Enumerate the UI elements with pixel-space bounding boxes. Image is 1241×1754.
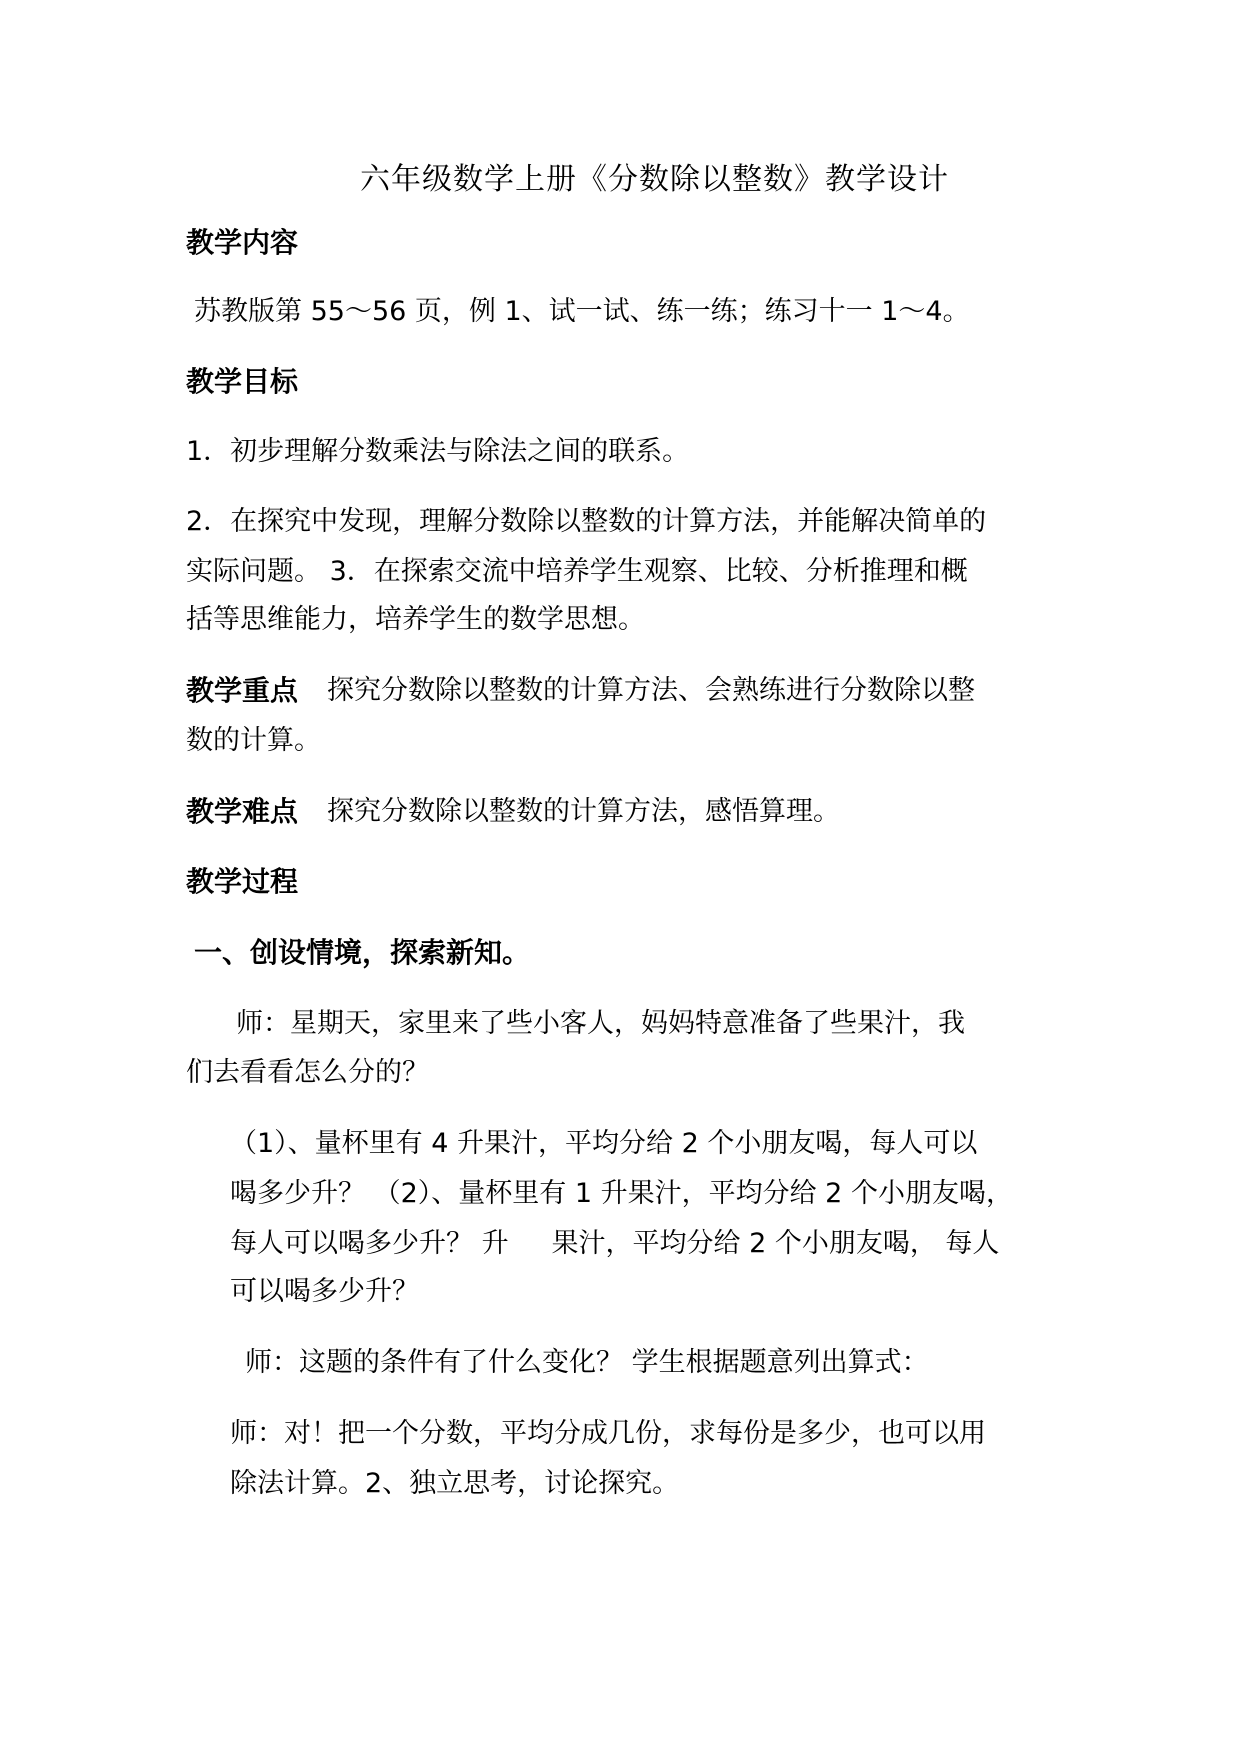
teacher-conclude-line-1: 师：对！把一个分数，平均分成几份，求每份是多少，也可以用 [230, 1418, 986, 1449]
goal-item-2-line-1: 2．在探究中发现，理解分数除以整数的计算方法，并能解决简单的 [186, 506, 987, 537]
teacher-intro-line-2: 们去看看怎么分的？ [186, 1057, 429, 1088]
heading-teaching-process: 教学过程 [186, 865, 299, 898]
key-point-text-line-1: 探究分数除以整数的计算方法、会熟练进行分数除以整 [327, 675, 975, 706]
teacher-ask: 师：这题的条件有了什么变化？ 学生根据题意列出算式： [245, 1347, 929, 1378]
goal-item-1: 1．初步理解分数乘法与除法之间的联系。 [186, 436, 690, 467]
goal-item-2-line-2: 实际问题。 3．在探索交流中培养学生观察、比较、分析推理和概 [186, 556, 968, 587]
teacher-conclude-line-2: 除法计算。2、独立思考，讨论探究。 [230, 1468, 680, 1499]
teacher-intro-line-1: 师：星期天，家里来了些小客人，妈妈特意准备了些果汁，我 [236, 1008, 965, 1039]
heading-teaching-goals: 教学目标 [186, 365, 299, 398]
question-line-2: 喝多少升？ （2）、量杯里有 1 升果汁，平均分给 2 个小朋友喝， [230, 1178, 1013, 1209]
question-line-3: 每人可以喝多少升？ 升 果汁，平均分给 2 个小朋友喝， 每人 [230, 1228, 1000, 1259]
teaching-content-text: 苏教版第 55～56 页，例 1、试一试、练一练；练习十一 1～4。 [194, 296, 970, 327]
key-point-text-line-2: 数的计算。 [186, 725, 321, 756]
key-point-label: 教学重点 [186, 674, 299, 707]
question-line-4: 可以喝多少升？ [230, 1276, 419, 1307]
difficulty-label: 教学难点 [186, 795, 299, 828]
heading-teaching-content: 教学内容 [186, 226, 299, 259]
part-one-heading: 一、创设情境，探索新知。 [194, 936, 531, 969]
page-title: 六年级数学上册《分数除以整数》教学设计 [360, 162, 949, 197]
difficulty-text: 探究分数除以整数的计算方法，感悟算理。 [327, 796, 840, 827]
question-line-1: （1）、量杯里有 4 升果汁，平均分给 2 个小朋友喝，每人可以 [230, 1128, 978, 1159]
goal-item-2-line-3: 括等思维能力，培养学生的数学思想。 [186, 604, 645, 635]
